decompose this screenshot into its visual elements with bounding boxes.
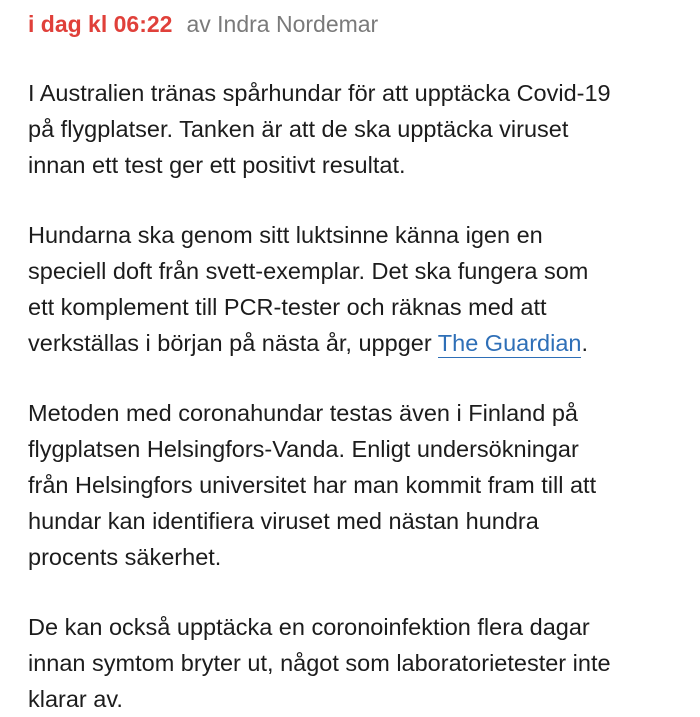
paragraph-line: från Helsingfors universitet har man kommit fram till att xyxy=(28,472,597,498)
timestamp: i dag kl 06:22 xyxy=(28,11,173,37)
article-meta xyxy=(28,8,378,40)
paragraph-line: procents säkerhet. xyxy=(28,544,222,570)
paragraph-line: på flygplatser. Tanken är att de ska upptäcka viruset xyxy=(28,116,569,142)
paragraph-1 xyxy=(28,75,688,183)
paragraph-line: Hundarna ska genom sitt luktsinne känna igen en xyxy=(28,222,543,248)
paragraph-line: klarar av. xyxy=(28,686,123,712)
paragraph-line-with-link xyxy=(28,325,688,361)
paragraph-line: hundar kan identifiera viruset med nästan hundra xyxy=(28,508,539,534)
paragraph-line: Metoden med coronahundar testas även i Finland på xyxy=(28,400,578,426)
paragraph-line: innan symtom bryter ut, något som laboratorietester inte xyxy=(28,650,611,676)
paragraph-2 xyxy=(28,217,688,361)
paragraph-text: . xyxy=(581,330,588,356)
paragraph-line: flygplatsen Helsingfors-Vanda. Enligt undersökningar xyxy=(28,436,579,462)
paragraph-line: speciell doft från svett-exemplar. Det ska fungera som xyxy=(28,258,589,284)
paragraph-line: De kan också upptäcka en coronoinfektion flera dagar xyxy=(28,614,590,640)
byline: av Indra Nordemar xyxy=(186,11,379,37)
article-body xyxy=(28,75,688,717)
paragraph-line: I Australien tränas spårhundar för att upptäcka Covid-19 xyxy=(28,80,611,106)
paragraph-line: innan ett test ger ett positivt resultat. xyxy=(28,152,406,178)
paragraph-3 xyxy=(28,395,688,575)
the-guardian-link[interactable]: The Guardian xyxy=(437,330,582,356)
paragraph-text: verkställas i början på nästa år, uppger xyxy=(28,330,438,356)
paragraph-4 xyxy=(28,609,688,717)
paragraph-line: ett komplement till PCR-tester och räknas med att xyxy=(28,294,547,320)
